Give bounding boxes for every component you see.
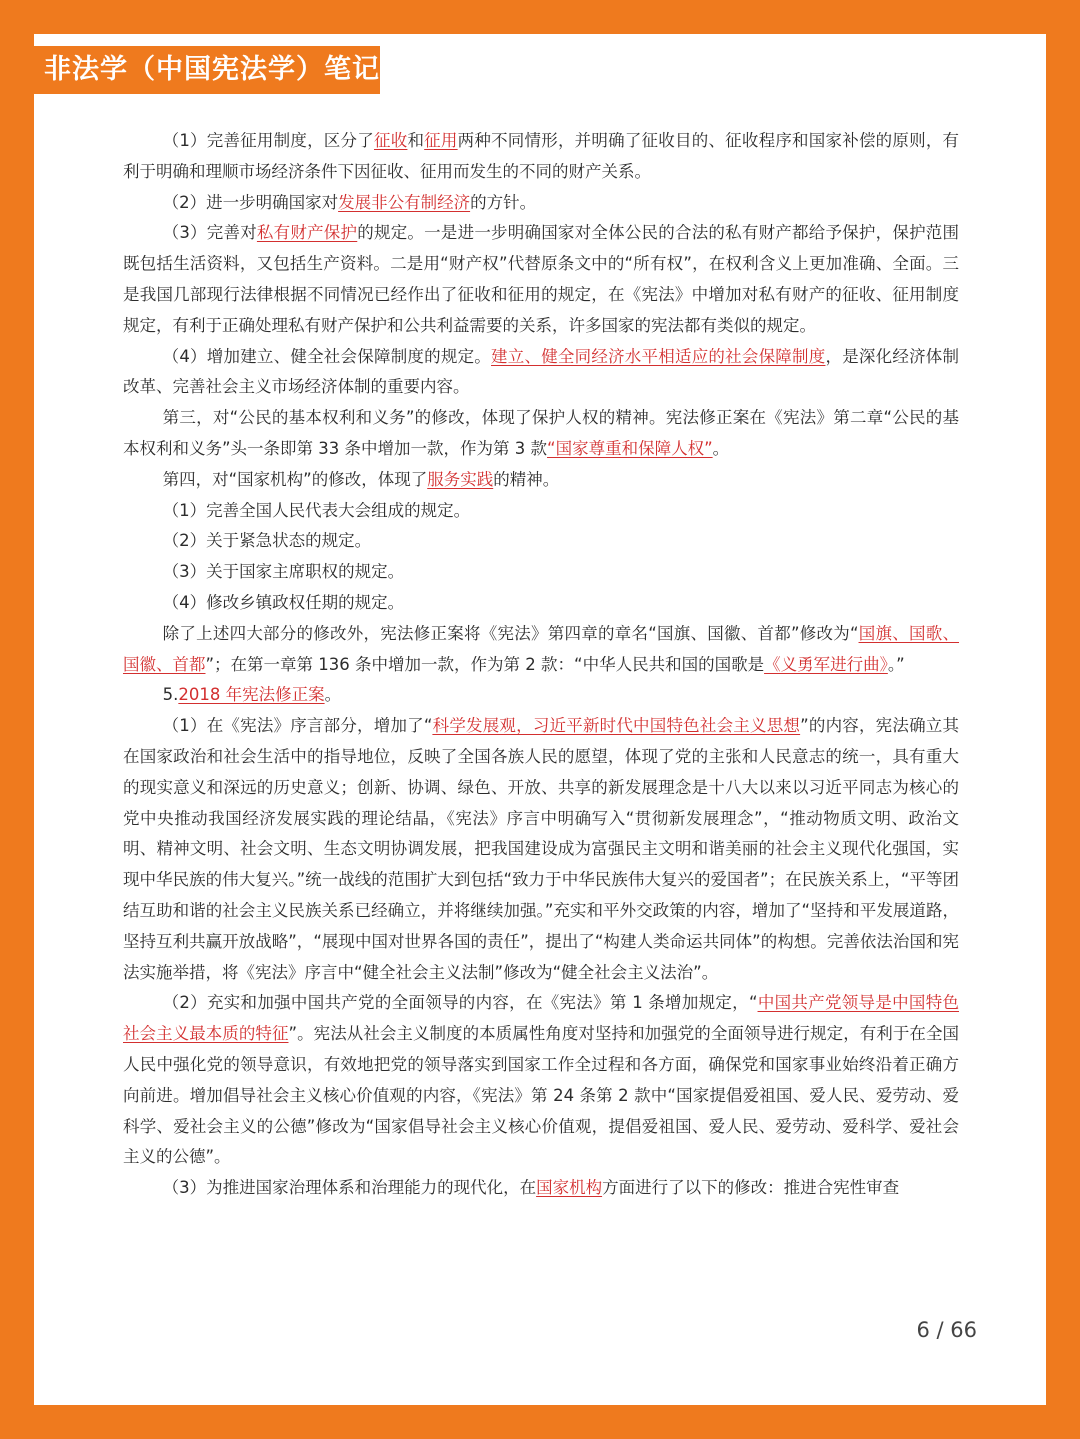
paragraph: 第四，对“国家机构”的修改，体现了服务实践的精神。 [162,469,560,489]
header-title: 非法学（中国宪法学）笔记 [44,54,380,85]
highlight-term: 国家机构 [536,1178,603,1198]
paragraph: （1）完善全国人民代表大会组成的规定。 [162,500,471,520]
section-heading: 5.2018 年宪法修正案。 [162,685,342,705]
paragraph: （2）关于紧急状态的规定。 [162,531,372,551]
paragraph: （4）修改乡镇政权任期的规定。 [162,592,405,612]
highlight-term: 2018 年宪法修正案 [178,685,325,705]
paragraph: （2）进一步明确国家对发展非公有制经济的方针。 [162,192,537,212]
paragraph: （4）增加建立、健全社会保障制度的规定。建立、健全同经济水平相适应的社会保障制度，是深化经济体制改革、完善社会主义市场经济体制的重要内容。 [123,346,960,397]
paragraph: 第三，对“公民的基本权利和义务”的修改，体现了保护人权的精神。宪法修正案在《宪法》第二章“公民的基本权利和义务”头一条即第 33 条中增加一款，作为第 3 款“国家尊重和保障人权”。 [123,408,959,458]
paragraph: （3）完善对私有财产保护的规定。一是进一步明确国家对全体公民的合法的私有财产都给予保护，保护范围既包括生活资料，又包括生产资料。二是用“财产权”代替原条文中的“所有权”，在权利含义上更加准确、全面。三是我国几部现行法律根据不同情况已经作出了征收和征用的规定，在《宪法》中增加对私有财产的征收、征用制度规定，有利于正确处理私有财产保护和公共利益需要的关系，许多国家的宪法都有类似的规定。 [123,223,960,335]
document-body [123,126,959,1204]
paragraph: （3）为推进国家治理体系和治理能力的现代化，在国家机构方面进行了以下的修改：推进合宪性审查 [162,1178,900,1198]
highlight-term: 建立、健全同经济水平相适应的社会保障制度 [491,346,826,366]
highlight-term: 发展非公有制经济 [338,192,471,212]
paragraph: 除了上述四大部分的修改外，宪法修正案将《宪法》第四章的章名“国旗、国徽、首都”修改为“国旗、国歌、国徽、首都”；在第一章第 136 条中增加一款，作为第 2 款：“中华人民共和国的国歌是《义勇军进行曲》。” [123,623,960,674]
highlight-term: 《义勇军进行曲》 [764,654,888,674]
highlight-term: 中国共产党领导是中国特色社会主义最本质的特征 [123,993,959,1044]
highlight-term: 科学发展观，习近平新时代中国特色社会主义思想 [432,716,801,736]
highlight-term: 征用 [424,131,458,150]
highlight-term: 私有财产保护 [256,223,358,243]
paragraph: （2）充实和加强中国共产党的全面领导的内容，在《宪法》第 1 条增加规定，“中国共产党领导是中国特色社会主义最本质的特征”。宪法从社会主义制度的本质属性角度对坚持和加强党的全面领导进行规定，有利于在全国人民中强化党的领导意识，有效地把党的领导落实到国家工作全过程和各方面，确保党和国家事业始终沿着正确方向前进。增加倡导社会主义核心价值观的内容，《宪法》第 24 条第 2 款中“国家提倡爱祖国、爱人民、爱劳动、爱科学、爱社会主义的公德”修改为“国家倡导社会主义核心价值观，提倡爱祖国、爱人民、爱劳动、爱科学、爱社会主义的公德”。 [123,993,959,1167]
highlight-term: “国家尊重和保障人权” [547,438,713,458]
paragraph: （1）在《宪法》序言部分，增加了“科学发展观，习近平新时代中国特色社会主义思想”的内容，宪法确立其在国家政治和社会生活中的指导地位，反映了全国各族人民的愿望，体现了党的主张和人民意志的统一，具有重大的现实意义和深远的历史意义；创新、协调、绿色、开放、共享的新发展理念是十八大以来以习近平同志为核心的党中央推动我国经济发展实践的理论结晶，《宪法》序言中明确写入“贯彻新发展理念”，“推动物质文明、政治文明、精神文明、社会文明、生态文明协调发展，把我国建设成为富强民主文明和谐美丽的社会主义现代化强国，实现中华民族的伟大复兴。”统一战线的范围扩大到包括“致力于中华民族伟大复兴的爱国者”；在民族关系上，“平等团结互助和谐的社会主义民族关系已经确立，并将继续加强。”充实和平外交政策的内容，增加了“坚持和平发展道路，坚持互利共赢开放战略”，“展现中国对世界各国的责任”，提出了“构建人类命运共同体”的构想。完善依法治国和宪法实施举措，将《宪法》序言中“健全社会主义法制”修改为“健全社会主义法治”。 [123,716,959,982]
header-banner [34,46,380,94]
highlight-term: 服务实践 [427,469,494,489]
highlight-term: 征收 [373,131,408,150]
paragraph: （3）关于国家主席职权的规定。 [162,562,405,582]
page-number: 6 / 66 [916,1318,977,1342]
paragraph: （1）完善征用制度，区分了征收和征用两种不同情形，并明确了征收目的、征收程序和国家补偿的原则，有利于明确和理顺市场经济条件下因征收、征用而发生的不同的财产关系。 [123,131,960,181]
highlight-term: 国旗、国歌、国徽、首都 [123,623,960,674]
